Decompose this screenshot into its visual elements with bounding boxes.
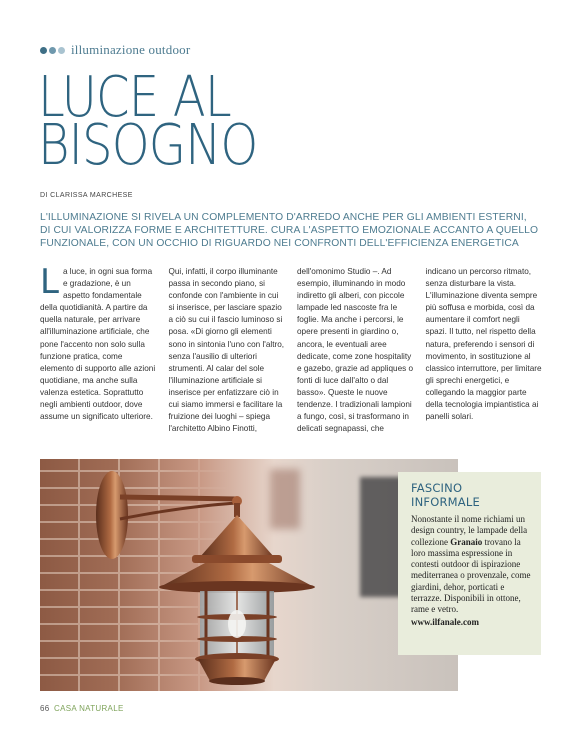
sidebar-text-before: Nonostante il nome richiami un design country, le lampade della collezione: [411, 514, 528, 547]
page-number: 66: [40, 704, 50, 713]
headline: [38, 65, 258, 178]
byline: DI CLARISSA MARCHESE: [40, 192, 133, 199]
section-label: illuminazione outdoor: [71, 42, 191, 57]
headline-line-1: LUCE AL: [38, 65, 231, 130]
article-column-2: Qui, infatti, il corpo illuminante passa in secondo piano, si confonde con l'ambiente in cui si inserisce, per lasciare spazio a ciò su cui il fascio luminoso si posa. «Di giorno gli elementi sono in sintonia l'uno con l'altro, senza l'ausilio di ulteriori strumenti. Al calar del sole l'illuminazione artificiale si inserisce per enfatizzare ciò in cui siamo immersi e facilitare la fruizione dei luoghi – spiega l'architetto Albino Finotti,: [168, 267, 285, 434]
headline-line-2: BISOGNO: [38, 113, 258, 178]
three-dots-icon: [40, 47, 65, 54]
section-tag: [40, 42, 190, 58]
drop-cap: L: [40, 262, 59, 302]
article-column-3: dell'omonimo Studio –. Ad esempio, illuminando in modo indiretto gli alberi, con piccole lampade led nascoste fra le foglie. Ma anche i percorsi, le opere presenti in giardino o, ancora, le eventuali aree dedicate, come zone hospitality e gazebo, grazie ad appliques o fonti di luce dall'alto o dal basso». Queste le nuove tendenze. I tradizionali lampioni a fungo, così, si trasformano in delicati segnapassi, che: [297, 267, 414, 434]
sidebar-title: FASCINO INFORMALE: [411, 481, 480, 509]
magazine-name: CASA NATURALE: [54, 704, 124, 713]
sidebar-text-after: trovano la loro massima espressione in contesti outdoor di ispirazione mediterranea o provenzale, come giardini, dehor, porticati e terrazze. Disponibili in ottone, rame e vetro.: [411, 536, 531, 615]
sidebar-brand: Granaio: [450, 536, 483, 547]
article-body: [40, 262, 542, 435]
sidebar-url-link[interactable]: www.ilfanale.com: [411, 616, 479, 627]
column-1-text: a luce, in ogni sua forma e gradazione, è un aspetto fondamentale della quotidianità. A partire da quella naturale, per arrivare all'illuminazione artificiale, che pone l'accento non solo sulla funzione pratica, come elemento di supporto alle azioni quotidiane, ma anche sulla valenza estetica. Soprattutto negli ambienti outdoor, dove assume un significato ulteriore.: [40, 267, 156, 422]
article-column-1: [40, 262, 157, 435]
lantern-icon: [40, 459, 458, 691]
article-column-4: indicano un percorso ritmato, senza disturbare la vista. L'illuminazione diventa sempre più soffusa e morbida, così da aumentare il comfort negli spazi. Il tutto, nel rispetto della natura, preferendo i sensori di movimento, in sostituzione al classico interruttore, per limitare gli sprechi energetici, e collegando la maggior parte della tecnologia impiantistica ai panelli solari.: [425, 267, 542, 422]
sidebar-box: [398, 472, 541, 655]
sidebar-text: [411, 514, 531, 616]
lamp-photo: [40, 459, 458, 691]
page-footer: [40, 704, 124, 713]
lede: L'ILLUMINAZIONE SI RIVELA UN COMPLEMENTO D'ARREDO ANCHE PER GLI AMBIENTI ESTERNI, DI CUI VALORIZZA FORME E ARCHITETTURE. CURA L'ASPETTO EMOZIONALE ACCANTO A QUELLO FUNZIONALE, CON UN OCCHIO DI RIGUARDO NEI CONFRONTI DELL'EFFICIENZA ENERGETICA: [40, 212, 539, 249]
